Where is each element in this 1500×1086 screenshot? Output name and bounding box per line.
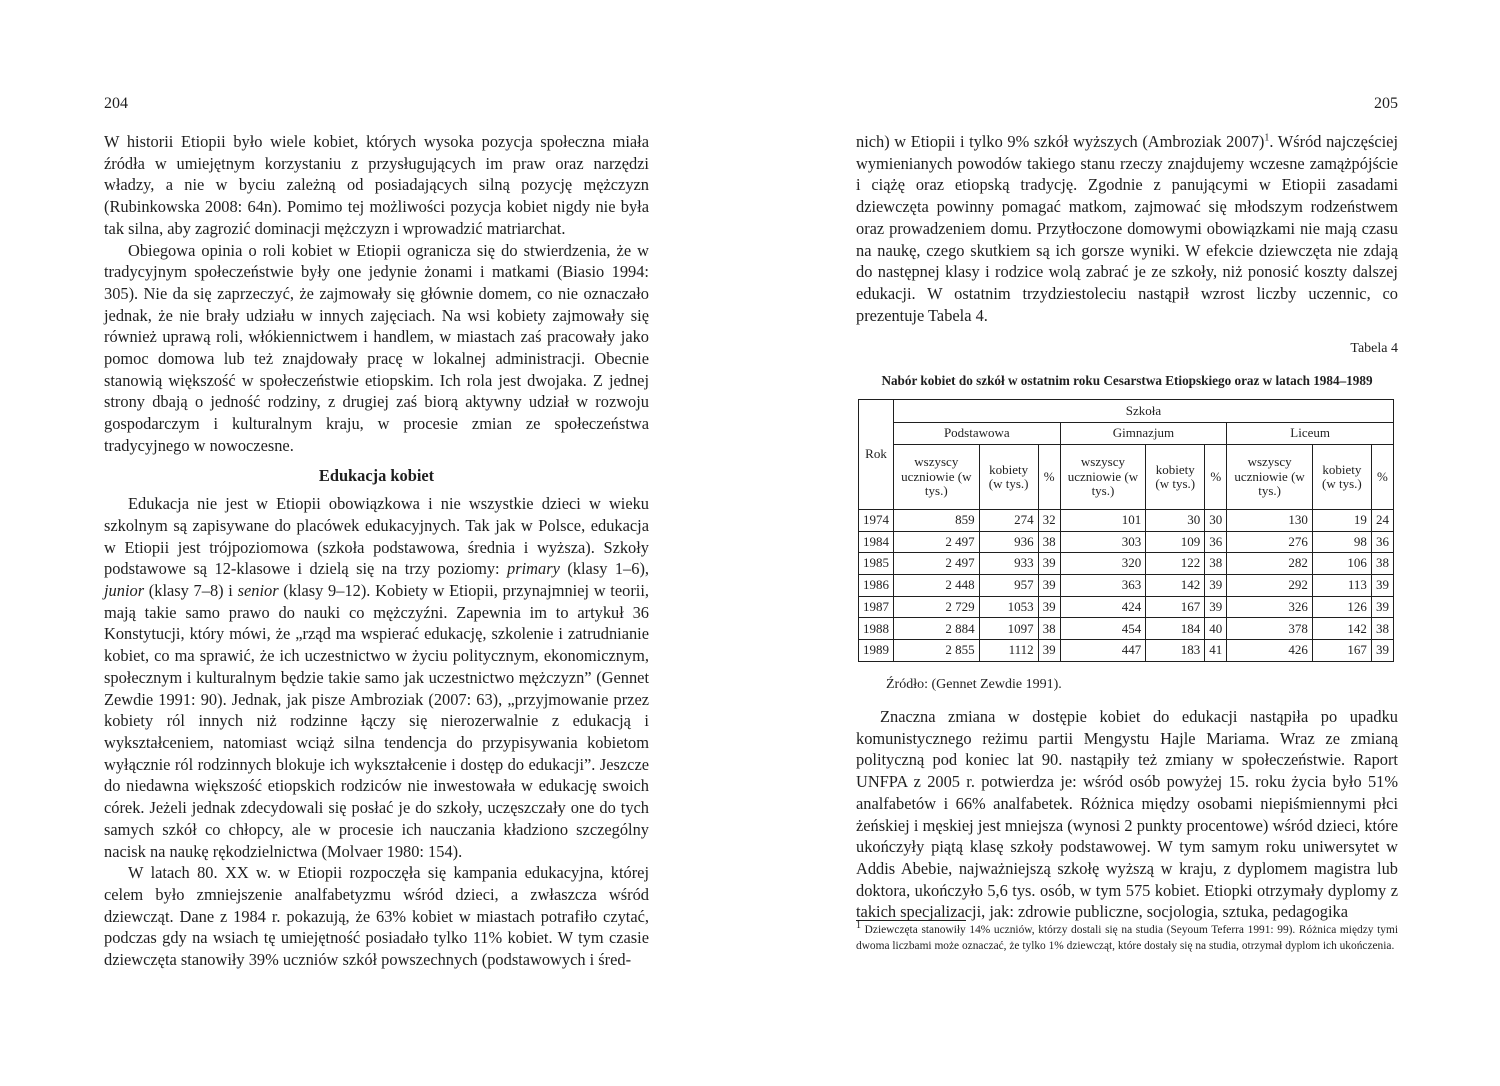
value-cell: 2 884 [894,618,980,640]
value-cell: 303 [1060,531,1146,553]
value-cell: 39 [1371,596,1393,618]
value-cell: 39 [1038,575,1060,597]
column-subheader: % [1371,445,1393,510]
table-source: Źródło: (Gennet Zewdie 1991). [886,677,1062,692]
right-page-body-bottom [856,706,1398,923]
value-cell: 1112 [979,640,1038,662]
value-cell: 39 [1038,553,1060,575]
value-cell: 933 [979,553,1038,575]
footnote: $^1$ Dziewczęta stanowiły 14% uczniów, którzy dostali się na studia (Seyoum Teferra 1991: 99). Różnica między tymi dwoma liczbami może oznaczać, że tylko 1% dziewcząt, które dostały się na studia, otrzymał dyplom ich ukończenia. [856,920,1398,952]
value-cell: 24 [1371,510,1393,532]
column-subheader: kobiety (w tys.) [979,445,1038,510]
value-cell: 957 [979,575,1038,597]
value-cell: 424 [1060,596,1146,618]
left-page-body [104,131,649,971]
value-cell: 109 [1146,531,1205,553]
value-cell: 39 [1205,596,1227,618]
value-cell: 38 [1038,618,1060,640]
level-header: Gimnazjum [1060,423,1227,445]
value-cell: 2 855 [894,640,980,662]
value-cell: 38 [1038,531,1060,553]
column-subheader: kobiety (w tys.) [1312,445,1371,510]
value-cell: 39 [1038,640,1060,662]
value-cell: 126 [1312,596,1371,618]
year-header: Rok [859,400,894,510]
value-cell: 282 [1227,553,1313,575]
value-cell: 276 [1227,531,1313,553]
year-cell: 1986 [859,575,894,597]
value-cell: 292 [1227,575,1313,597]
right-page [856,0,1398,1086]
table-row [859,596,1394,618]
value-cell: 447 [1060,640,1146,662]
table-row [859,575,1394,597]
table-row [859,531,1394,553]
paragraph: Edukacja nie jest w Etiopii obowiązkowa i nie wszystkie dzieci w wieku szkolnym są zapisywane do placówek edukacyjnych. Tak jak w Polsce, edukacja w Etiopii jest trójpoziomowa (szkoła podstawowa, średnia i wyższa). Szkoły podstawowe są 12-klasowe i dzielą się na trzy poziomy: primary (klasy 1–6), junior (klasy 7–8) i senior (klasy 9–12). Kobiety w Etiopii, przynajmniej w teorii, mają takie samo prawo do nauki co mężczyźni. Zapewnia im to artykuł 36 Konstytucji, który mówi, że „rząd ma wspierać edukację, szkolenie i zatrudnianie kobiet, co ma sprawić, że ich uczestnictwo w życiu politycznym, ekonomicznym, społecznym i kulturalnym będzie takie samo jak uczestnictwo mężczyzn” (Gennet Zewdie 1991: 90). Jednak, jak pisze Ambroziak (2007: 63), „przyjmowanie przez kobiety ról innych niż rodzinne łączy się nierozerwalnie z edukacją i wykształceniem, natomiast wciąż silna tendencja do przypisywania kobietom wyłącznie ról rodzinnych blokuje ich wykształcenie i dostęp do edukacji”. Jeszcze do niedawna większość etiopskich rodziców nie inwestowała w edukację swoich córek. Jeżeli jednak zdecydowali się posłać je do szkoły, uczęszczały one do tych samych szkół co chłopcy, ale w procesie ich nauczania kładziono szczególny nacisk na naukę rękodzielnictwa (Molvaer 1980: 154). [104,494,650,861]
year-cell: 1974 [859,510,894,532]
value-cell: 36 [1205,531,1227,553]
table-row [859,640,1394,662]
value-cell: 184 [1146,618,1205,640]
year-cell: 1985 [859,553,894,575]
value-cell: 167 [1146,596,1205,618]
year-cell: 1989 [859,640,894,662]
column-subheader: % [1205,445,1227,510]
enrollment-table [858,399,1394,662]
value-cell: 38 [1205,553,1227,575]
value-cell: 19 [1312,510,1371,532]
value-cell: 40 [1205,618,1227,640]
column-subheader: wszyscy uczniowie (w tys.) [1060,445,1146,510]
value-cell: 142 [1312,618,1371,640]
value-cell: 320 [1060,553,1146,575]
value-cell: 38 [1371,618,1393,640]
level-header: Liceum [1227,423,1394,445]
value-cell: 859 [894,510,980,532]
year-cell: 1984 [859,531,894,553]
table-row [859,510,1394,532]
value-cell: 2 729 [894,596,980,618]
paragraph: nich) w Etiopii i tylko 9% szkół wyższych (Ambroziak 2007)$^1$. Wśród najczęściej wymienianych powodów takiego stanu rzeczy znajdujemy wczesne zamążpójście i ciążę oraz etiopską tradycję. Zgodnie z panującymi w Etiopii zasadami dziewczęta powinny pomagać matkom, zajmować się młodszym rodzeństwem oraz prowadzeniem domu. Przytłoczone domowymi obowiązkami nie mają czasu na naukę, czego skutkiem są ich gorsze wyniki. W efekcie dziewczęta nie zdają do następnej klasy i rodzice wolą zabrać je ze szkoły, niż ponosić koszty dalszej edukacji. W ostatnim trzydziestoleciu nastąpił wzrost liczby uczennic, co prezentuje Tabela 4. [856,132,1398,325]
value-cell: 326 [1227,596,1313,618]
year-cell: 1987 [859,596,894,618]
section-heading: Edukacja kobiet [318,465,435,485]
value-cell: 106 [1312,553,1371,575]
column-subheader: kobiety (w tys.) [1146,445,1205,510]
paragraph: W historii Etiopii było wiele kobiet, których wysoka pozycja społeczna miała źródła w umiejętnym korzystaniu z przysługujących im praw oraz narzędzi władzy, a nie w byciu zależną od posiadających silną pozycję mężczyzn (Rubinkowska 2008: 64n). Pomimo tej możliwości pozycja kobiet nigdy nie była tak silna, aby zagrozić dominacji mężczyzn i wprowadzić matriarchat. [104,132,649,238]
value-cell: 30 [1205,510,1227,532]
value-cell: 183 [1146,640,1205,662]
term-junior: junior [104,581,145,601]
value-cell: 113 [1312,575,1371,597]
value-cell: 2 497 [894,553,980,575]
level-header: Podstawowa [894,423,1061,445]
column-subheader: wszyscy uczniowie (w tys.) [894,445,980,510]
value-cell: 41 [1205,640,1227,662]
value-cell: 363 [1060,575,1146,597]
value-cell: 378 [1227,618,1313,640]
table-row [859,618,1394,640]
value-cell: 98 [1312,531,1371,553]
left-page [104,0,649,1086]
footnote-divider [856,920,966,921]
value-cell: 39 [1371,575,1393,597]
value-cell: 1097 [979,618,1038,640]
value-cell: 454 [1060,618,1146,640]
table-row [859,553,1394,575]
value-cell: 274 [979,510,1038,532]
right-page-body-top [856,131,1398,326]
value-cell: 101 [1060,510,1146,532]
value-cell: 2 497 [894,531,980,553]
term-senior: senior [237,581,279,601]
page-number-left: 204 [104,95,128,112]
value-cell: 32 [1038,510,1060,532]
value-cell: 2 448 [894,575,980,597]
value-cell: 130 [1227,510,1313,532]
value-cell: 39 [1205,575,1227,597]
term-primary: primary [507,559,560,579]
page-number-right: 205 [1374,95,1398,112]
year-cell: 1988 [859,618,894,640]
footnote-number: 1 [856,920,861,932]
paragraph: Znaczna zmiana w dostępie kobiet do edukacji nastąpiła po upadku komunistycznego reżimu partii Mengystu Hajle Mariama. Wraz ze zmianą polityczną pod koniec lat 90. nastąpiły też zmiany w społeczeństwie. Raport UNFPA z 2005 r. potwierdza je: wśród osób powyżej 15. roku życia było 51% analfabetów i 66% analfabetek. Różnica między osobami niepiśmiennymi płci żeńskiej i męskiej jest mniejsza (wynosi 2 punkty procentowe) wśród dzieci, które ukończyły piątą klasę szkoły podstawowej. W tym samym roku uniwersytet w Addis Abebie, najważniejszą szkołę wyższą w kraju, z dyplomem magistra lub doktora, ukończyło 5,6 tys. osób, w tym 575 kobiet. Etiopki otrzymały dyplomy z takich specjalizacji, jak: zdrowie publiczne, socjologia, sztuka, pedagogika [856,707,1398,922]
value-cell: 167 [1312,640,1371,662]
column-subheader: wszyscy uczniowie (w tys.) [1227,445,1313,510]
value-cell: 426 [1227,640,1313,662]
paragraph: W latach 80. XX w. w Etiopii rozpoczęła się kampania edukacyjna, której celem było zmniejszenie analfabetyzmu wśród dzieci, a zwłaszcza wśród dziewcząt. Dane z 1984 r. pokazują, że 63% kobiet w miastach potrafiło czytać, podczas gdy na wsiach tę umiejętność posiadało tylko 11% kobiet. W tym czasie dziewczęta stanowiły 39% uczniów szkół powszechnych (podstawowych i śred- [104,863,649,970]
value-cell: 122 [1146,553,1205,575]
footnote-ref[interactable]: 1 [1264,132,1270,144]
group-header: Szkoła [894,400,1394,423]
table-title: Nabór kobiet do szkół w ostatnim roku Cesarstwa Etiopskiego oraz w latach 1984–1989 [881,373,1373,388]
value-cell: 38 [1371,553,1393,575]
value-cell: 142 [1146,575,1205,597]
value-cell: 936 [979,531,1038,553]
value-cell: 39 [1371,640,1393,662]
value-cell: 39 [1038,596,1060,618]
column-subheader: % [1038,445,1060,510]
paragraph: Obiegowa opinia o roli kobiet w Etiopii ogranicza się do stwierdzenia, że w tradycyjnym społeczeństwie były one jedynie żonami i matkami (Biasio 1994: 305). Nie da się zaprzeczyć, że zajmowały się głównie domem, co nie oznaczało jednak, że nie brały udziału w innych zajęciach. Na wsi kobiety zajmowały się również uprawą roli, włókiennictwem i handlem, w miastach zaś pracowały jako pomoc domowa lub też znajdowały pracę w lokalnej administracji. Obecnie stanowią większość w społeczeństwie etiopskim. Ich rola jest dwojaka. Z jednej strony dbają o jedność rodziny, z drugiej zaś biorą aktywny udział w rozwoju gospodarczym i kulturalnym kraju, w procesie zmian ze społeczeństwa tradycyjnego w nowoczesne. [104,240,649,455]
value-cell: 30 [1146,510,1205,532]
value-cell: 1053 [979,596,1038,618]
table-label: Tabela 4 [1350,341,1398,356]
value-cell: 36 [1371,531,1393,553]
